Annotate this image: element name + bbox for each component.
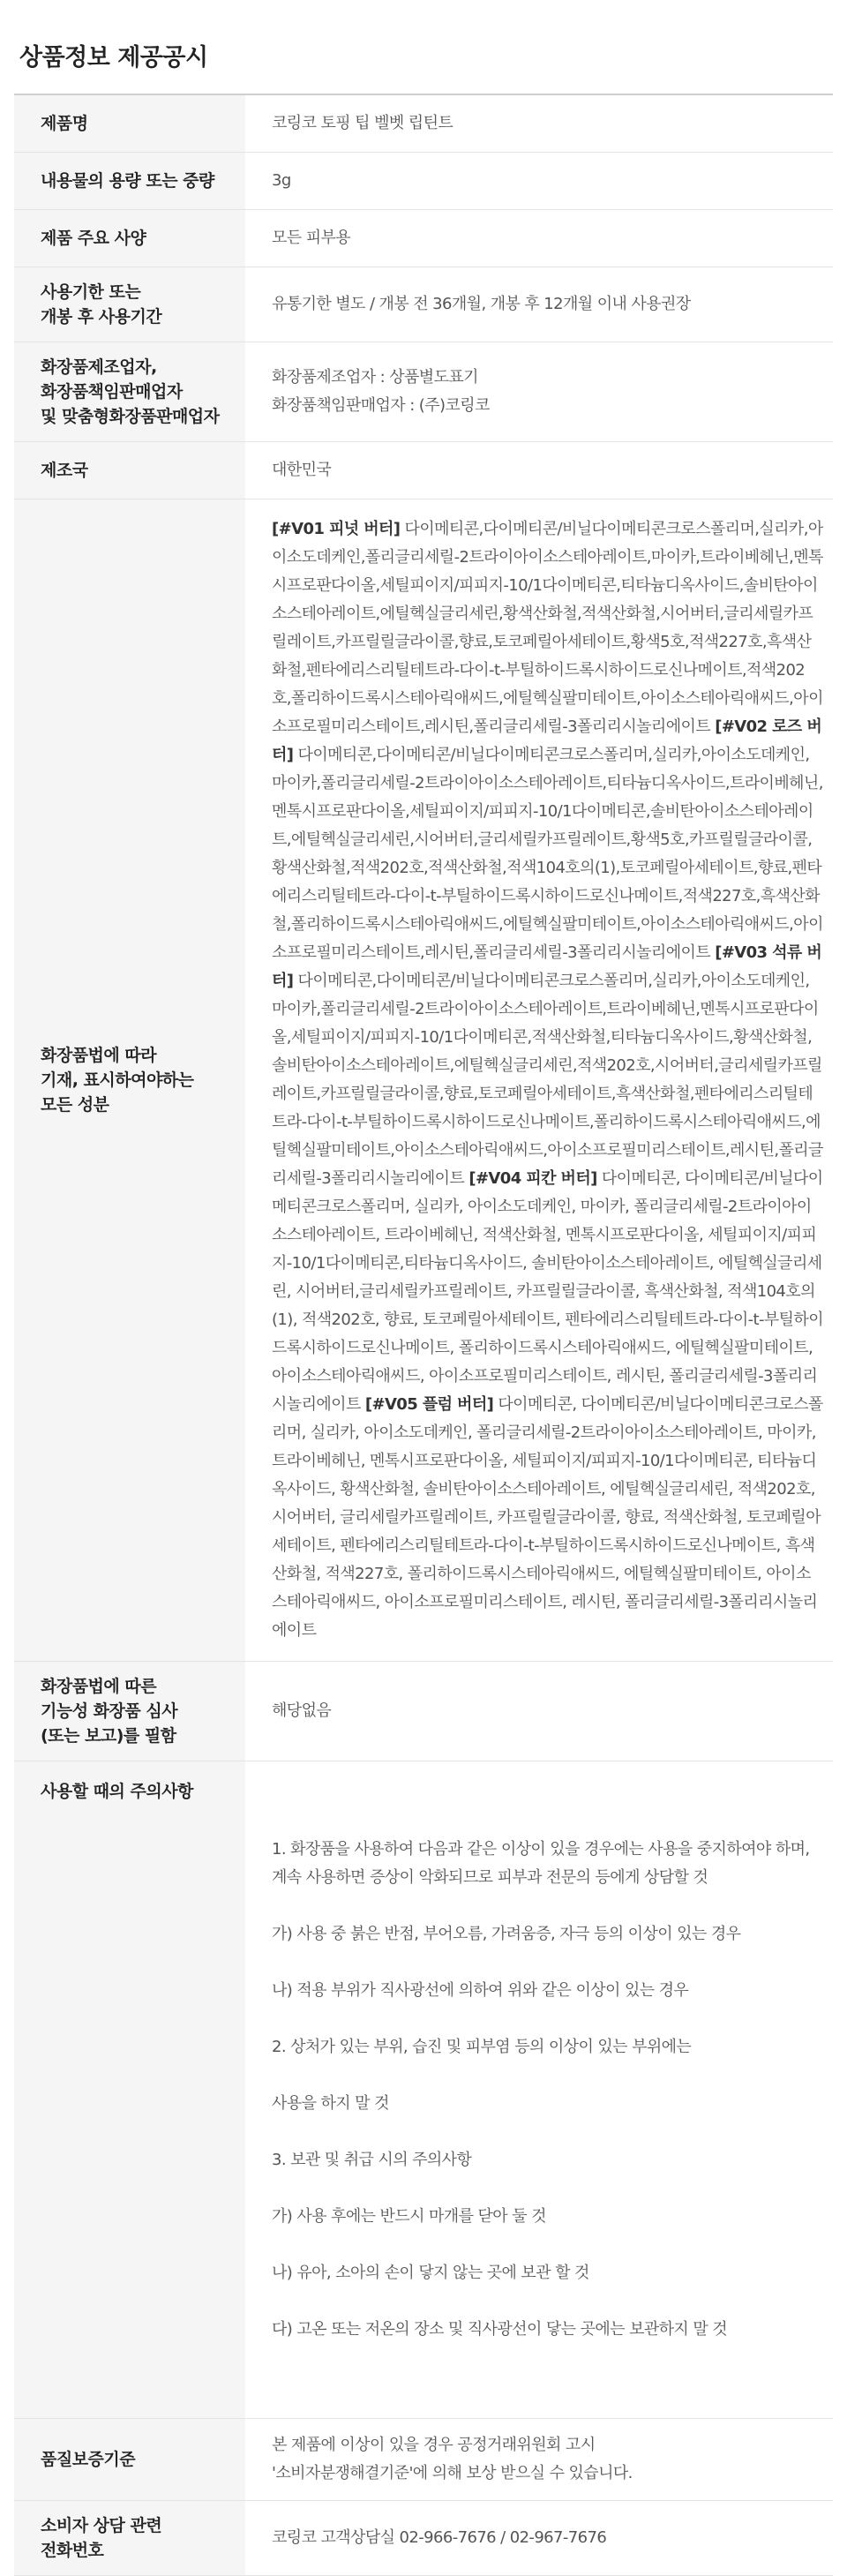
caution-line: 2. 상처가 있는 부위, 습진 및 피부염 등의 이상이 있는 부위에는 xyxy=(272,2038,692,2056)
ingredient-group-title: [#V03 석류 버터] xyxy=(272,943,822,990)
row-label: 소비자 상담 관련 전화번호 xyxy=(14,2501,245,2576)
row-label: 화장품법에 따라 기재, 표시하여야하는 모든 성분 xyxy=(14,499,245,1662)
row-functional-review xyxy=(14,1662,833,1761)
caution-line: 가) 사용 중 붉은 반점, 부어오름, 가려움증, 자극 등의 이상이 있는 경우 xyxy=(272,1925,741,1943)
ingredient-list: 다이메티콘,다이메티콘/비닐다이메티콘크로스폴리머,실리카,아이소도데케인,마이카,폴리글리세릴-2트라이아이소스테아레이트,트라이베헤닌,멘톡시프로판다이올,세틸피이지/피피지-10/1다이메티콘,적색산화철,티타늄디옥사이드,황색산화철,솔비탄아이소스테아레이트,에틸헥실글리세린,적색202호,시어버터,글리세릴카프릴레이트,카프릴릴글라이콜,향료,토코페릴아세테이트,흑색산화철,펜타에리스리틸테트라-다이-t-부틸하이드록시하이드로신나메이트,폴리하이드록시스테아릭애씨드,에틸헥실팔미테이트,아이소스테아릭애씨드,아이소프로필미리스테이트,레시틴,폴리글리세릴-3폴리리시놀리에이트 xyxy=(272,972,823,1188)
row-label: 사용기한 또는 개봉 후 사용기간 xyxy=(14,267,245,342)
row-label: 제품명 xyxy=(14,94,245,153)
row-label: 내용물의 용량 또는 중량 xyxy=(14,153,245,210)
ingredient-group-title: [#V04 피칸 버터] xyxy=(468,1169,597,1188)
ingredient-group-title: [#V05 플럼 버터] xyxy=(364,1395,494,1414)
caution-line: 1. 화장품을 사용하여 다음과 같은 이상이 있을 경우에는 사용을 중지하여야 하며, 계속 사용하면 증상이 악화되므로 피부과 전문의 등에게 상담할 것 xyxy=(272,1840,810,1887)
row-label: 제품 주요 사양 xyxy=(14,210,245,267)
ingredient-group-title: [#V01 피넛 버터] xyxy=(272,520,401,538)
caution-line: 가) 사용 후에는 반드시 마개를 닫아 둘 것 xyxy=(272,2207,546,2226)
ingredient-list: 다이메티콘,다이메티콘/비닐다이메티콘크로스폴리머,실리카,아이소도데케인,폴리글리세릴-2트라이아이소스테아레이트,마이카,트라이베헤닌,멘톡시프로판다이올,세틸피이지/피피지-10/1다이메티콘,티타늄디옥사이드,솔비탄아이소스테아레이트,에틸헥실글리세린,황색산화철,적색산화철,시어버터,글리세릴카프릴레이트,카프릴릴글라이콜,향료,토코페릴아세테이트,황색5호,적색227호,흑색산화철,펜타에리스리틸테트라-다이-t-부틸하이드록시하이드로신나메이트,적색202호,폴리하이드록시스테아릭애씨드,에틸헥실팔미테이트,아이소스테아릭애씨드,아이소프로필미리스테이트,레시틴,폴리글리세릴-3폴리리시놀리에이트 xyxy=(272,520,823,736)
caution-line: 3. 보관 및 취급 시의 주의사항 xyxy=(272,2151,472,2169)
row-expiry xyxy=(14,267,833,342)
row-quality xyxy=(14,2419,833,2501)
row-value: 화장품제조업자 : 상품별도표기 화장품책임판매업자 : (주)코링코 xyxy=(272,368,490,415)
cautions-cell xyxy=(245,1761,833,2419)
row-value: 코링코 토핑 팁 벨벳 립틴트 xyxy=(272,114,453,132)
row-value: 해당없음 xyxy=(272,1701,332,1720)
row-label: 화장품법에 따른 기능성 화장품 심사 (또는 보고)를 필함 xyxy=(14,1662,245,1761)
row-country xyxy=(14,442,833,499)
row-label: 품질보증기준 xyxy=(14,2419,245,2501)
row-value: 모든 피부용 xyxy=(272,229,351,247)
product-info-table xyxy=(14,94,833,2576)
ingredient-list: 다이메티콘, 다이메티콘/비닐다이메티콘크로스폴리머, 실리카, 아이소도데케인, 폴리글리세릴-2트라이아이소스테아레이트, 마이카, 트라이베헤닌, 멘톡시프로판다이올, 세틸피이지/피피지-10/1다이메티콘, 티타늄디옥사이드, 황색산화철, 솔비탄아이소스테아레이트, 에틸헥실글리세린, 적색202호, 시어버터, 글리세릴카프릴레이트, 카프릴릴글라이콜, 향료, 적색산화철, 토코페릴아세테이트, 펜타에리스리틸테트라-다이-t-부틸하이드록시하이드로신나메이트, 흑색산화철, 적색227호, 폴리하이드록시스테아릭애씨드, 에틸헥실팔미테이트, 아이소스테아릭애씨드, 아이소프로필미리스테이트, 레시틴, 폴리글리세릴-3폴리리시놀리에이트 xyxy=(272,1395,823,1640)
row-value: 본 제품에 이상이 있을 경우 공정거래위원회 고시 '소비자분쟁해결기준'에 의해 보상 받으실 수 있습니다. xyxy=(272,2436,633,2482)
ingredient-group-title: [#V02 로즈 버터] xyxy=(272,717,822,764)
caution-line: 나) 유아, 소아의 손이 닿지 않는 곳에 보관 할 것 xyxy=(272,2264,589,2282)
row-spec xyxy=(14,210,833,267)
caution-list xyxy=(272,1802,824,2377)
row-label: 제조국 xyxy=(14,442,245,499)
row-value: 유통기한 별도 / 개봉 전 36개월, 개봉 후 12개월 이내 사용권장 xyxy=(272,295,691,313)
row-value: 코링코 고객상담실 02-966-7676 / 02-967-7676 xyxy=(272,2528,607,2547)
row-value: 3g xyxy=(272,171,291,190)
row-volume xyxy=(14,153,833,210)
caution-line: 나) 적용 부위가 직사광선에 의하여 위와 같은 이상이 있는 경우 xyxy=(272,1981,689,2000)
page-title: 상품정보 제공공시 xyxy=(19,44,208,71)
ingredient-list: 다이메티콘,다이메티콘/비닐다이메티콘크로스폴리머,실리카,아이소도데케인,마이카,폴리글리세릴-2트라이아이소스테아레이트,티타늄디옥사이드,트라이베헤닌,멘톡시프로판다이올,세틸피이지/피피지-10/1다이메티콘,솔비탄아이소스테아레이트,에틸헥실글리세린,시어버터,글리세릴카프릴레이트,황색5호,카프릴릴글라이콜,황색산화철,적색202호,적색산화철,적색104호의(1),토코페릴아세테이트,향료,펜타에리스리틸테트라-다이-t-부틸하이드록시하이드로신나메이트,적색227호,흑색산화철,폴리하이드록시스테아릭애씨드,에틸헥실팔미테이트,아이소스테아릭애씨드,아이소프로필미리스테이트,레시틴,폴리글리세릴-3폴리리시놀리에이트 xyxy=(272,746,823,962)
row-ingredients xyxy=(14,499,833,1662)
row-product-name xyxy=(14,94,833,153)
caution-line: 다) 고온 또는 저온의 장소 및 직사광선이 닿는 곳에는 보관하지 말 것 xyxy=(272,2320,728,2339)
ingredient-list: 다이메티콘, 다이메티콘/비닐다이메티콘크로스폴리머, 실리카, 아이소도데케인, 마이카, 폴리글리세릴-2트라이아이소스테아레이트, 트라이베헤닌, 적색산화철, 멘톡시프로판다이올, 세틸피이지/피피지-10/1다이메티콘,티타늄디옥사이드, 솔비탄아이소스테아레이트, 에틸헥실글리세린, 시어버터,글리세릴카프릴레이트, 카프릴릴글라이콜, 흑색산화철, 적색104호의(1), 적색202호, 향료, 토코페릴아세테이트, 펜타에리스리틸테트라-다이-t-부틸하이드록시하이드로신나메이트, 폴리하이드록시스테아릭애씨드, 에틸헥실팔미테이트, 아이소스테아릭애씨드, 아이소프로필미리스테이트, 레시틴, 폴리글리세릴-3폴리리시놀리에이트 xyxy=(272,1169,824,1414)
row-contact xyxy=(14,2501,833,2576)
row-label: 화장품제조업자, 화장품책임판매업자 및 맞춤형화장품판매업자 xyxy=(14,342,245,442)
row-label: 사용할 때의 주의사항 xyxy=(14,1761,245,2419)
row-cautions xyxy=(14,1761,833,2419)
row-value: 대한민국 xyxy=(272,461,332,479)
caution-line: 사용을 하지 말 것 xyxy=(272,2094,389,2113)
ingredients-text xyxy=(245,499,833,1662)
row-manufacturer xyxy=(14,342,833,442)
